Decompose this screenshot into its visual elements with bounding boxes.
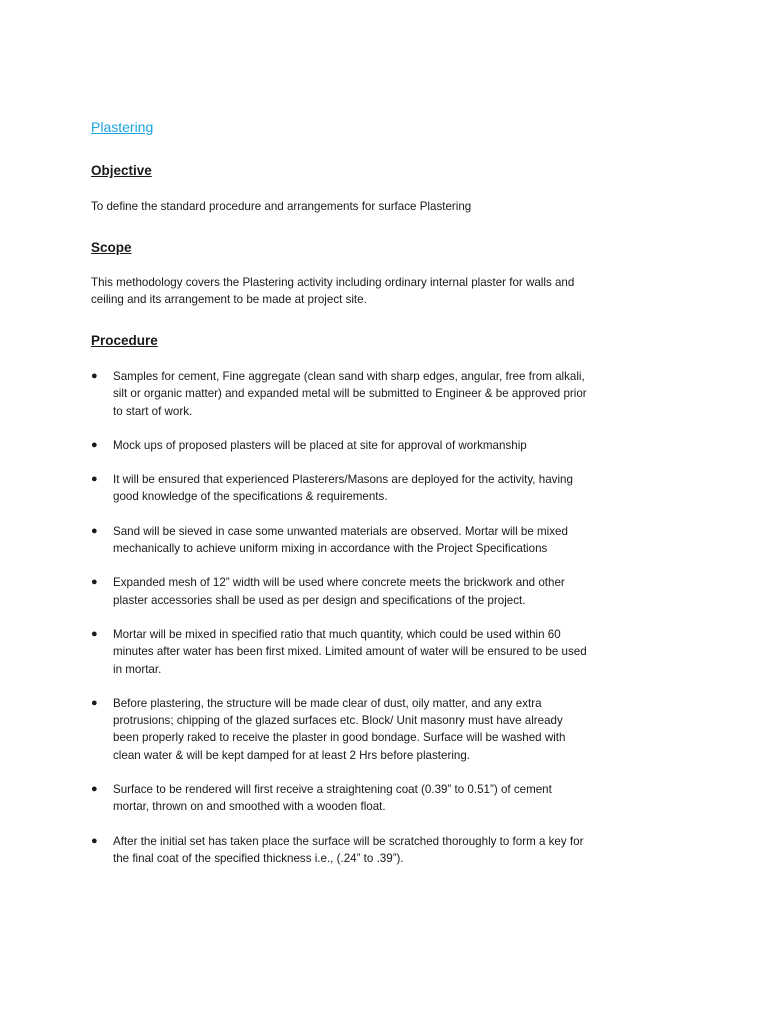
bullet-icon: ● (91, 627, 98, 640)
scope-text: This methodology covers the Plastering activity including ordinary internal plaster for walls and ceiling and its arrangement to be made at project site. (91, 276, 575, 306)
list-item-text: Expanded mesh of 12” width will be used where concrete meets the brickwork and other plaster accessories shall be used as per design and specifications of the project. (113, 576, 565, 607)
list-item-text: Before plastering, the structure will be made clear of dust, oily matter, and any extra protrusions; chipping of the glazed surfaces etc. Block/ Unit masonry must have already been properly raked to receive the plaster in good bondage. Surface will be washed with clean water & will be kept damped for at least 2 Hrs before plastering. (113, 696, 566, 762)
list-item (91, 626, 591, 678)
list-item (91, 833, 591, 868)
bullet-icon: ● (91, 783, 98, 796)
objective-text: To define the standard procedure and arrangements for surface Plastering (91, 200, 472, 213)
list-item-text: Surface to be rendered will first receive a straightening coat (0.39” to 0.51”) of cement mortar, thrown on and smoothed with a wooden float. (113, 783, 552, 814)
list-item (91, 574, 591, 609)
list-item-text: Mortar will be mixed in specified ratio that much quantity, which could be used within 60 minutes after water has been first mixed. Limited amount of water will be ensured to be used in mortar. (113, 627, 587, 676)
scope-heading: Scope (91, 240, 132, 255)
list-item-text: It will be ensured that experienced Plasterers/Masons are deployed for the activity, having good knowledge of the specifications & requirements. (113, 473, 573, 504)
list-item (91, 781, 591, 816)
list-item (91, 471, 591, 506)
procedure-list (91, 368, 591, 884)
list-item-text: Mock ups of proposed plasters will be placed at site for approval of workmanship (113, 438, 527, 452)
bullet-icon: ● (91, 438, 98, 451)
bullet-icon: ● (91, 576, 98, 589)
bullet-icon: ● (91, 370, 98, 382)
list-item-text: After the initial set has taken place the surface will be scratched thoroughly to form a key for the final coat of the specified thickness i.e., (.24” to .39”). (113, 834, 584, 865)
procedure-heading: Procedure (91, 333, 158, 348)
bullet-icon: ● (91, 524, 98, 537)
list-item (91, 437, 591, 454)
document-title: Plastering (91, 119, 154, 135)
list-item (91, 695, 591, 764)
list-item-text: Sand will be sieved in case some unwanted materials are observed. Mortar will be mixed mechanically to achieve uniform mixing in accordance with the Project Specifications (113, 524, 568, 556)
bullet-icon: ● (91, 834, 98, 847)
list-item (91, 368, 591, 420)
list-item (91, 523, 591, 558)
list-item-text: Samples for cement, Fine aggregate (clean sand with sharp edges, angular, free from alkali, silt or organic matter) and expanded metal will be submitted to Engineer & be approved prior to start of work. (113, 370, 587, 418)
bullet-icon: ● (91, 696, 98, 709)
bullet-icon: ● (91, 473, 98, 486)
objective-heading: Objective (91, 163, 152, 178)
